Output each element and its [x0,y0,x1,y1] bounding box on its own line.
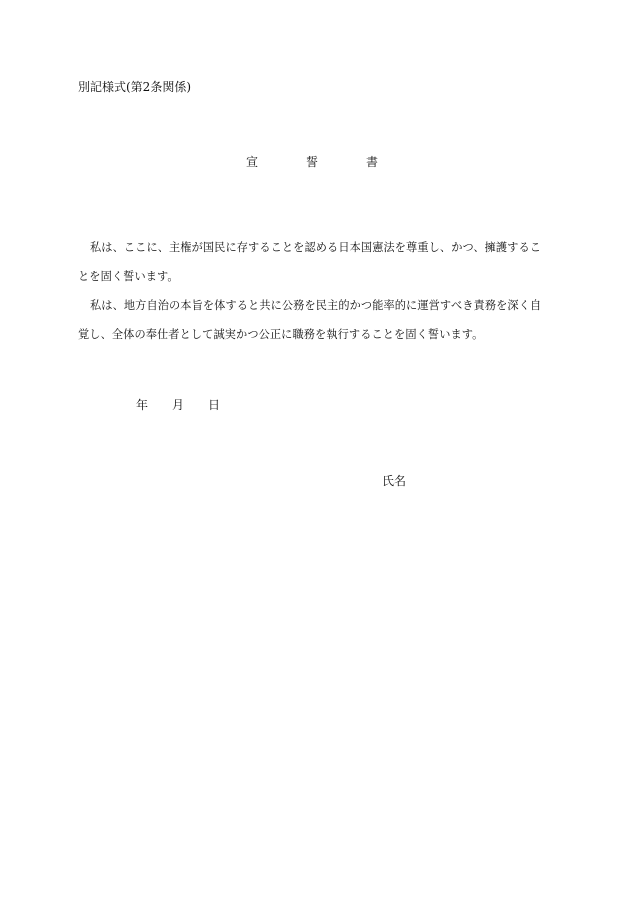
title-char-sho: 書 [366,155,379,169]
date-line [136,397,220,413]
title-char-sei: 誓 [306,155,319,169]
form-label: 別記様式(第2条関係) [78,80,191,94]
document-title [246,154,386,170]
oath-paragraph-duty: 私は、地方自治の本旨を体すると共に公務を民主的かつ能率的に運営すべき責務を深く自覚し、全体の奉仕者として誠実かつ公正に職務を執行することを固く誓います。 [78,299,542,341]
oath-body [78,233,548,349]
date-month-label: 月 [172,398,185,412]
date-year-label: 年 [136,398,149,412]
name-label: 氏名 [382,474,407,488]
oath-paragraph-constitution: 私は、ここに、主権が国民に存することを認める日本国憲法を尊重し、かつ、擁護することを固く誓います。 [78,241,542,283]
date-day-label: 日 [208,398,221,412]
title-char-sen: 宣 [246,155,259,169]
